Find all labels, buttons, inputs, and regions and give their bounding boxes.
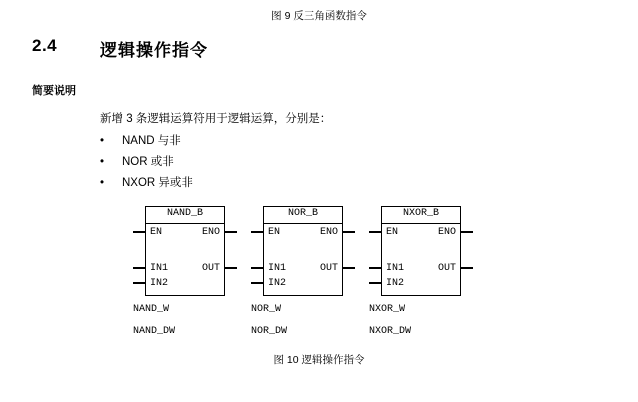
function-block-figure xyxy=(133,198,493,346)
block-en-label: EN xyxy=(150,227,163,238)
list-item-label: NAND 与非 xyxy=(122,135,181,147)
block-in1-label: IN1 xyxy=(150,263,169,274)
pin-en-line xyxy=(251,231,263,233)
pin-in2-line xyxy=(133,282,145,284)
pin-eno-line xyxy=(225,231,237,233)
block-in2-label: IN2 xyxy=(268,278,287,289)
block-variant-word: NAND_W xyxy=(133,304,170,315)
block-title-divider xyxy=(264,223,342,224)
block-variant-dword: NAND_DW xyxy=(133,326,176,337)
bullet-list xyxy=(100,134,500,197)
pin-in1-line xyxy=(133,267,145,269)
block-title-divider xyxy=(382,223,460,224)
pin-out-line xyxy=(461,267,473,269)
function-block-nor xyxy=(251,198,355,346)
block-body xyxy=(263,206,343,296)
pin-en-line xyxy=(369,231,381,233)
block-in1-label: IN1 xyxy=(268,263,287,274)
block-out-label: OUT xyxy=(201,263,220,274)
block-eno-label: ENO xyxy=(319,227,338,238)
function-block-nxor xyxy=(369,198,473,346)
list-item xyxy=(100,134,500,155)
block-title: NAND_B xyxy=(166,208,203,219)
pin-eno-line xyxy=(461,231,473,233)
block-out-label: OUT xyxy=(437,263,456,274)
list-item xyxy=(100,176,500,197)
block-en-label: EN xyxy=(268,227,281,238)
function-block-nand xyxy=(133,198,237,346)
block-title-divider xyxy=(146,223,224,224)
section-number: 2.4 xyxy=(32,36,58,55)
block-en-label: EN xyxy=(386,227,399,238)
block-variant-dword: NOR_DW xyxy=(251,326,288,337)
pin-in2-line xyxy=(369,282,381,284)
pin-out-line xyxy=(343,267,355,269)
block-out-label: OUT xyxy=(319,263,338,274)
list-item-label: NXOR 异或非 xyxy=(122,177,193,189)
figure-caption-top: 图 9 反三角函数指令 xyxy=(271,10,367,22)
figure-caption-bottom: 图 10 逻辑操作指令 xyxy=(273,354,365,366)
block-variant-word: NXOR_W xyxy=(369,304,406,315)
block-title: NOR_B xyxy=(287,208,318,219)
block-eno-label: ENO xyxy=(437,227,456,238)
block-title: NXOR_B xyxy=(402,208,439,219)
list-item xyxy=(100,155,500,176)
block-eno-label: ENO xyxy=(201,227,220,238)
block-body xyxy=(381,206,461,296)
pin-in2-line xyxy=(251,282,263,284)
block-in1-label: IN1 xyxy=(386,263,405,274)
pin-in1-line xyxy=(251,267,263,269)
pin-en-line xyxy=(133,231,145,233)
sub-label: 简要说明 xyxy=(32,85,76,97)
bullet-icon: • xyxy=(100,177,105,189)
bullet-icon: • xyxy=(100,156,105,168)
pin-out-line xyxy=(225,267,237,269)
pin-in1-line xyxy=(369,267,381,269)
pin-eno-line xyxy=(343,231,355,233)
block-variant-word: NOR_W xyxy=(251,304,282,315)
block-variant-dword: NXOR_DW xyxy=(369,326,412,337)
bullet-icon: • xyxy=(100,135,105,147)
body-paragraph: 新增 3 条逻辑运算符用于逻辑运算，分别是： xyxy=(100,113,332,125)
block-body xyxy=(145,206,225,296)
list-item-label: NOR 或非 xyxy=(122,156,174,168)
block-in2-label: IN2 xyxy=(150,278,169,289)
section-title: 逻辑操作指令 xyxy=(100,41,208,60)
block-in2-label: IN2 xyxy=(386,278,405,289)
